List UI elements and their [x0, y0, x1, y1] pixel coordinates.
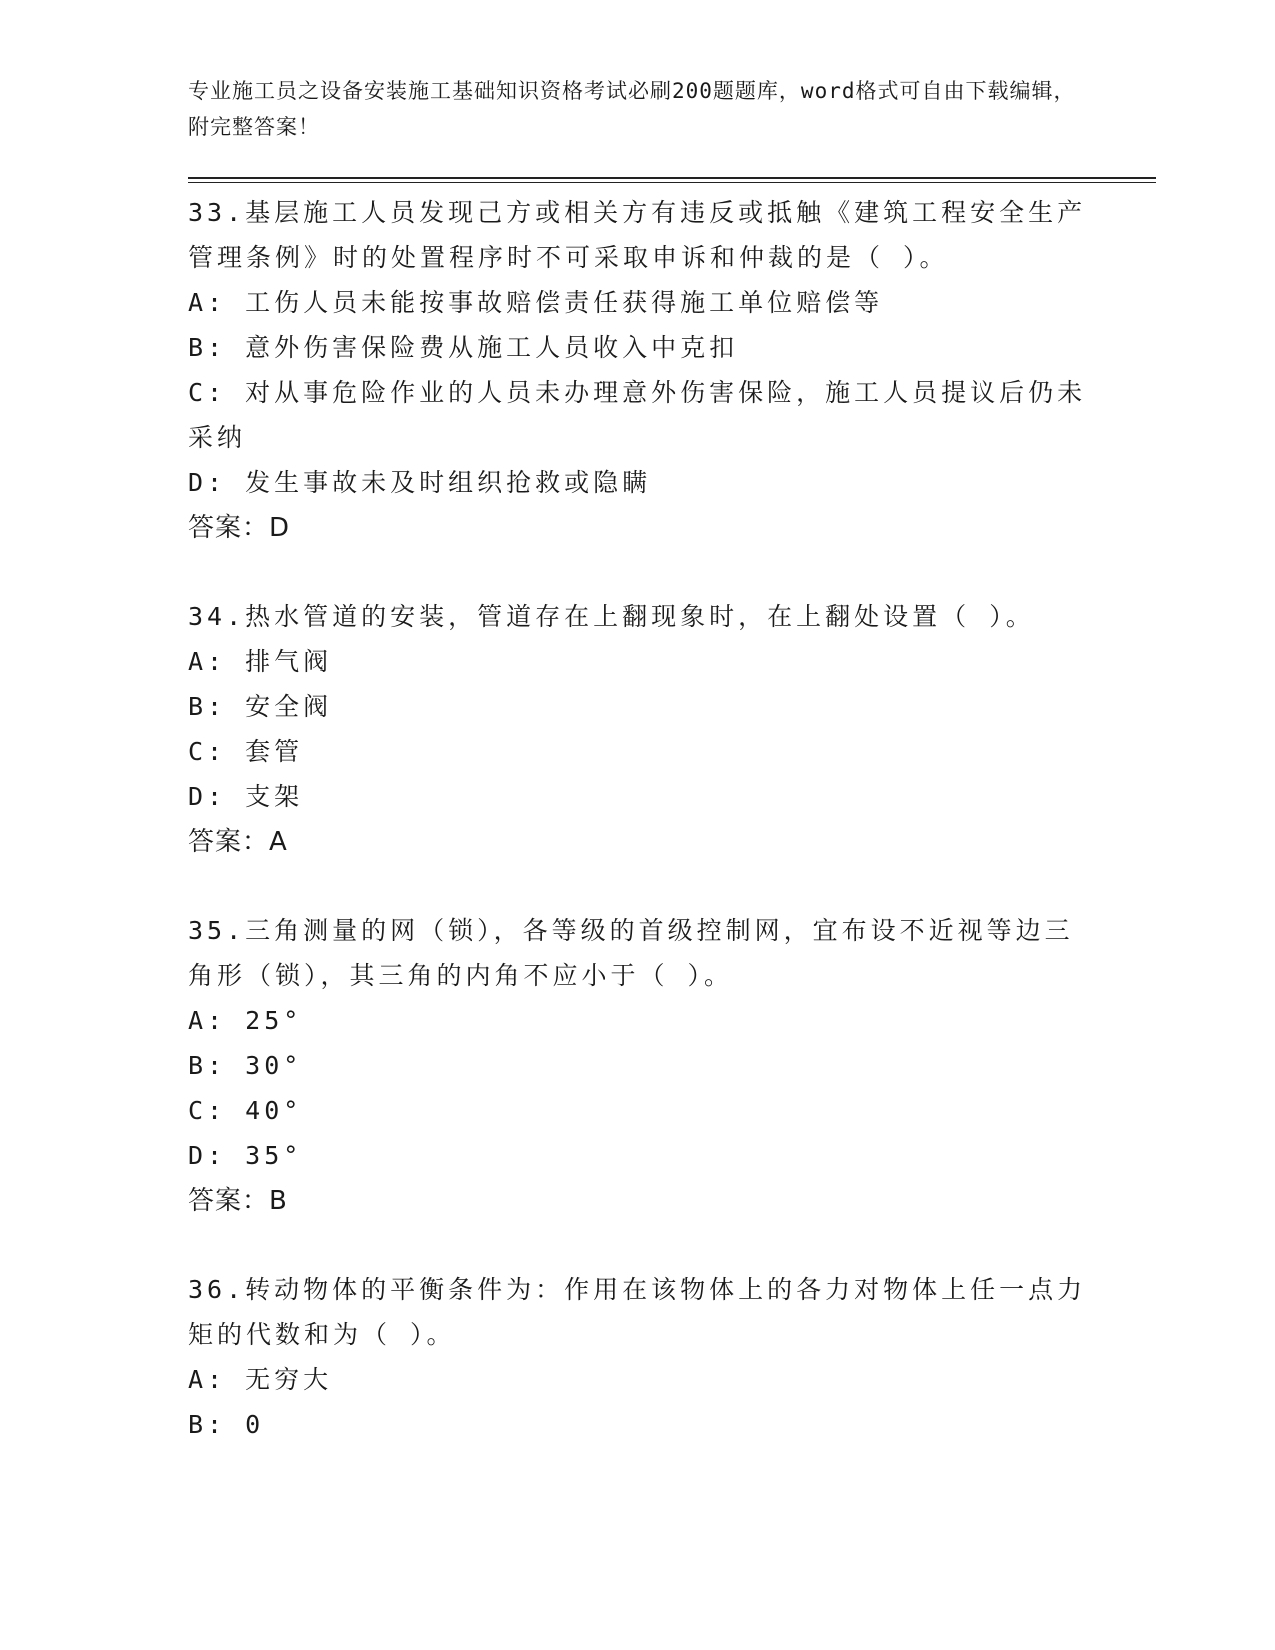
header-divider-thick [188, 177, 1156, 179]
option-b: B: 安全阀 [188, 692, 333, 721]
question-35 [188, 908, 1088, 1224]
question-stem: 33.基层施工人员发现己方或相关方有违反或抵触《建筑工程安全生产管理条例》时的处置程序时不可采取申诉和仲裁的是（ ）。 [188, 198, 1087, 272]
option-d: D: 35° [188, 1141, 303, 1170]
option-a: A: 无穷大 [188, 1365, 333, 1394]
answer-line [188, 1178, 1088, 1224]
answer-value: B [269, 1186, 288, 1216]
option-d: D: 发生事故未及时组织抢救或隐瞒 [188, 468, 652, 497]
answer-line [188, 819, 1088, 865]
option-a: A: 工伤人员未能按事故赔偿责任获得施工单位赔偿等 [188, 288, 884, 317]
question-34 [188, 594, 1088, 865]
question-stem: 35.三角测量的网（锁），各等级的首级控制网，宜布设不近视等边三角形（锁），其三角的内角不应小于（ ）。 [188, 916, 1074, 990]
option-d: D: 支架 [188, 782, 304, 811]
option-c: C: 套管 [188, 737, 304, 766]
header-divider-thin [188, 182, 1156, 183]
answer-label: 答案： [188, 1186, 270, 1216]
option-c: C: 40° [188, 1096, 303, 1125]
question-list [188, 190, 1088, 1490]
option-b: B: 0 [188, 1410, 265, 1439]
option-b: B: 意外伤害保险费从施工人员收入中克扣 [188, 333, 739, 362]
option-a: A: 25° [188, 1006, 303, 1035]
question-36 [188, 1267, 1088, 1447]
document-header: 专业施工员之设备安装施工基础知识资格考试必刷200题题库，word格式可自由下载编辑，附完整答案！ [188, 79, 1076, 139]
question-33 [188, 190, 1088, 551]
answer-value: A [269, 827, 288, 857]
answer-value: D [269, 513, 291, 543]
answer-label: 答案： [188, 513, 270, 543]
option-b: B: 30° [188, 1051, 303, 1080]
option-c: C: 对从事危险作业的人员未办理意外伤害保险，施工人员提议后仍未采纳 [188, 378, 1087, 452]
option-a: A: 排气阀 [188, 647, 333, 676]
answer-label: 答案： [188, 827, 270, 857]
answer-line [188, 505, 1088, 551]
question-stem: 34.热水管道的安装，管道存在上翻现象时，在上翻处设置（ ）。 [188, 602, 1035, 631]
question-stem: 36.转动物体的平衡条件为：作用在该物体上的各力对物体上任一点力矩的代数和为（ ）。 [188, 1275, 1087, 1349]
